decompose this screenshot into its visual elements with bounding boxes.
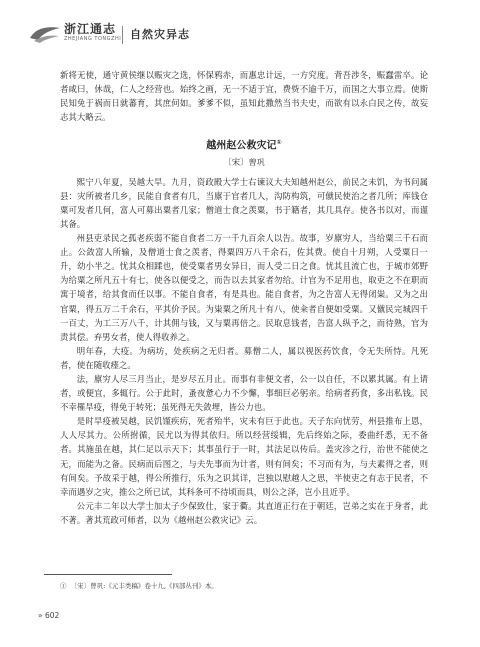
page-marker-icon: » — [38, 611, 43, 620]
article-paragraph: 法，廪穷人尽三月当止，是岁尽五月止。而事有非便文者，公一以自任，不以累其属。有上请者，或便宜，多辄行。公于此时，蚤夜惫心力不少懈，事细巨必躬亲。给病者药食，多出私钱。民不幸罹旱疫，得免于转死；虽死得无失敛埋，皆公力也。 — [60, 374, 428, 413]
author-name: 曾巩 — [248, 157, 265, 167]
page-body — [60, 68, 428, 527]
article-author — [60, 155, 428, 170]
page-header — [0, 0, 480, 56]
footnote-rule — [44, 574, 172, 575]
footnote-text: 〔宋〕曾巩:《元丰类稿》卷十九,《四部丛刊》本。 — [70, 582, 218, 590]
footnote-marker: ① — [60, 582, 67, 590]
section-title: 自然灾异志 — [130, 28, 190, 41]
brand-title: 浙江通志 — [64, 22, 117, 36]
article-paragraph: 州县吏录民之孤老疾弱不能自食者二万一千九百余人以告。故事，岁廪穷人，当给粟三千石而止。公敛富人所输，及僧道士食之羡者，得粟四万八千余石，佐其费。使自十月朔，人受粟日一升，幼小半之。忧其众相蹂也，使受粟者男女异日，而人受二日之食。忧其且流亡也，于城市郊野为给粟之所凡五十有七，使各以便受之，而告以去其家者勿给。计官为不足用也，取吏之不在职而寓于境者，给其食而任以事。不能自食者，有是具也。能自食者，为之告富人无得闭粜。又为之出官粟，得五万二千余石，平其价予民。为粜粟之所凡十有八，使籴者自便如受粟。又僦民完城四千一百丈，为工三万八千，计其佣与钱，又与粟再倍之。民取息钱者，告富人纵予之，而待熟，官为责其偿。弃男女者，使人得收养之。 — [60, 233, 428, 342]
footnote-reference: ① — [276, 139, 282, 147]
brand-subtitle: ZHEJIANG TONGZHI — [64, 36, 122, 42]
footnote — [60, 581, 218, 591]
author-dynasty: 〔宋〕 — [223, 156, 249, 167]
article-paragraph: 明年春，大疫。为病坊，处疾病之无归者。募僧二人，属以视医药饮食，令无失所恃。凡死者，使在随收瘗之。 — [60, 345, 428, 370]
article-title-text: 越州赵公救灾记 — [206, 140, 277, 152]
page-number-value: 602 — [44, 611, 60, 620]
zhejiang-tongzhi-logo-icon — [28, 22, 62, 44]
article-title — [60, 135, 428, 154]
article-paragraph: 公元丰二年以大学士加太子少保致仕，家于衢。其直道正行在于朝廷，岂弟之实在于身者，此不著。著其荒政可师者，以为《越州赵公救灾记》云。 — [60, 500, 428, 525]
article-paragraph: 是时旱疫被吴越，民饥馑疾疠，死者殆半，灾未有巨于此也。天子东向忧劳，州县推布上恩，人人尽其力。公所拊循，民尤以为得其依归。所以经营绥辑，先后终始之际，委曲纤悉，无不备者。其施虽在越，其仁足以示天下；其事虽行于一时，其法足以传后。盖灾沴之行，治世不能使之无，而能为之备。民病而后图之，与夫先事而为计者，则有间矣；不习而有为，与夫素得之者，则有间矣。予故采于越，得公所推行，乐为之识其详，岂独以慰越人之思，半使吏之有志于民者，不幸而遇岁之灾，推公之所已试，其科条可不待顷而具，则公之泽，岂小且近乎。 — [60, 416, 428, 497]
article-paragraph: 熙宁八年夏，吴越大旱。九月，资政殿大学士右谏议大夫知越州赵公，前民之未饥，为书问属县：灾所被者几乡，民能自食者有几，当廪于官者几人，沟防构筑，可僦民使治之者几所；库钱仓粟可发者几何，富人可募出粟者几家；僧道士食之羡粟，书于籍者，其几具存。使各书以对，而谨其备。 — [60, 176, 428, 229]
header-divider — [122, 26, 123, 44]
page-number — [38, 611, 59, 620]
lead-paragraph: 新将无使，通守黄侯继以赈灾之选，怀保鸦赤，而惠忠计远，一方究度。背吾涉冬，赈蠢雷卒。论者咸曰，休哉，仁人之经营也。始终之画，无一不适于宜，费赀不逾千万，而国之大事立焉。使斯民知免于祸而日就蕃育，其庶何如。爹爹不似，虽知此撒然当书夫史，而欲有以永白民之传，故妄志其大略云。 — [60, 70, 428, 123]
brand — [64, 22, 121, 43]
